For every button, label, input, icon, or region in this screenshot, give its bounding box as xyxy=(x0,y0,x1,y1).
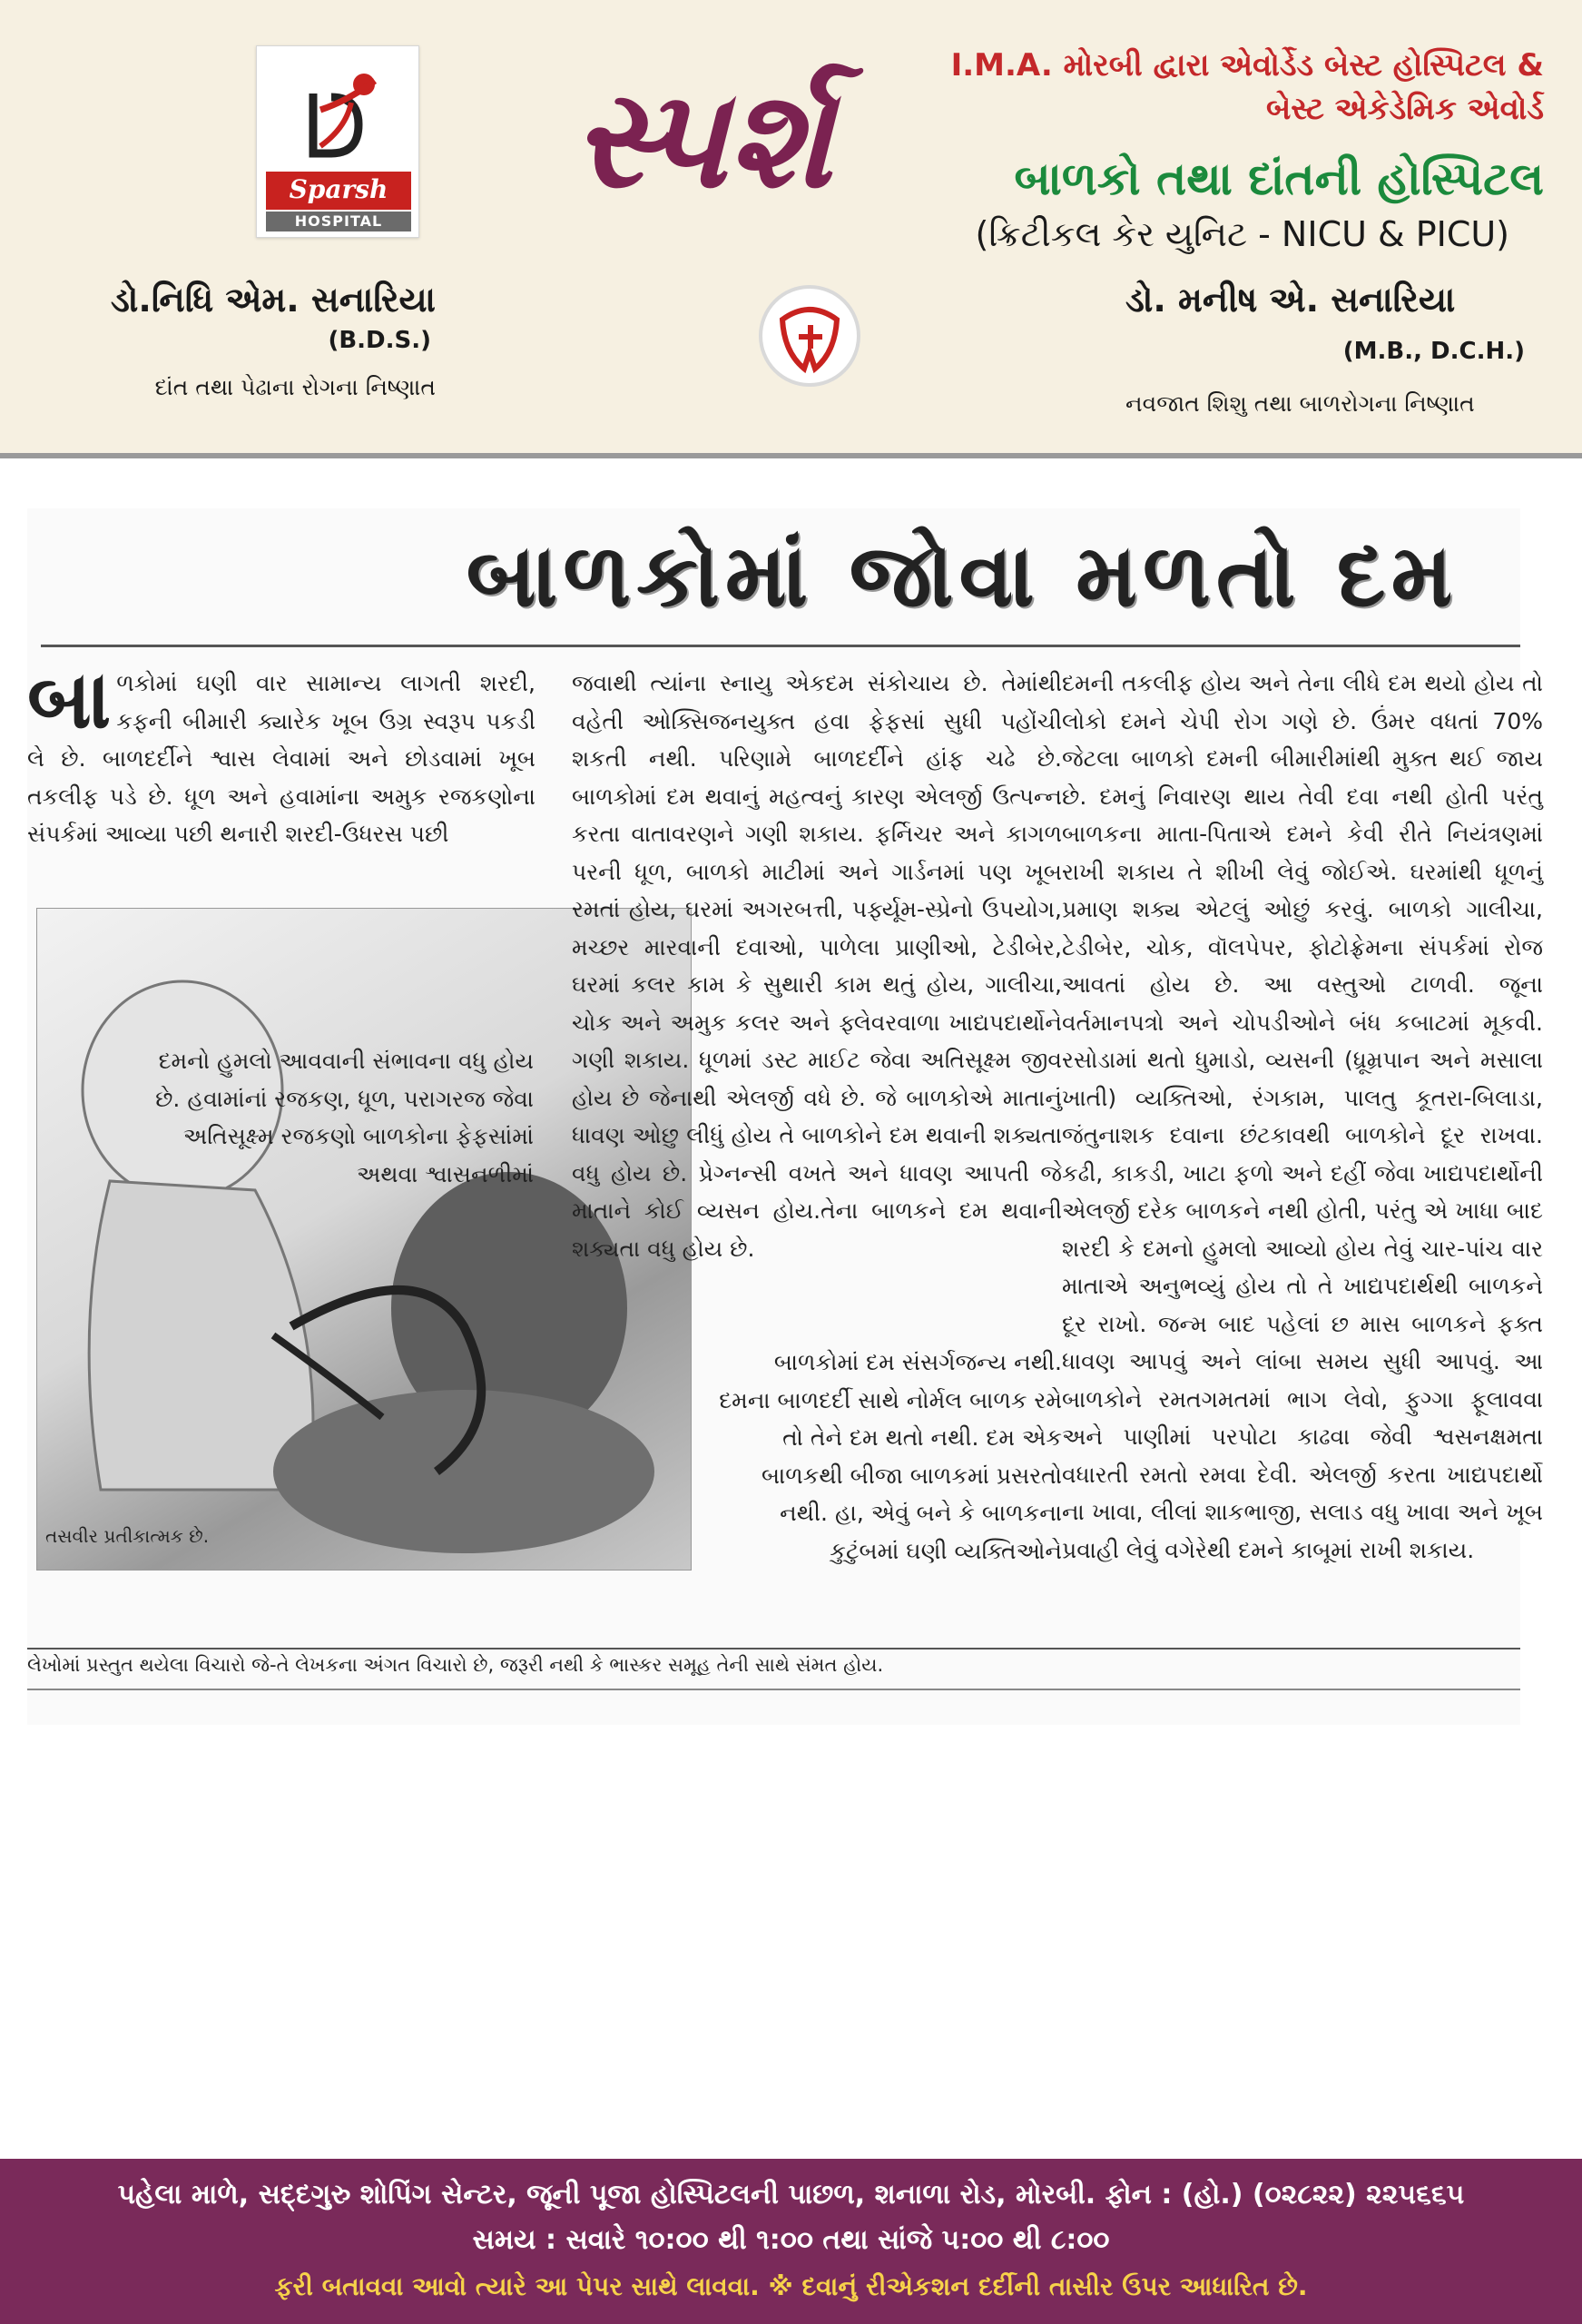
doctor-right-specialty: નવજાત શિશુ તથા બાળરોગના નિષ્ણાત xyxy=(1125,390,1475,417)
footer-address: પહેલા માળે, સદ્દગુરુ શોપિંગ સેન્ટર, જૂની પૂજા હોસ્પિટલની પાછળ, શનાળા રોડ, મોરબી. ફોન : (હો.) (૦૨૮૨૨) ૨૨૫૬૬૫ xyxy=(117,2179,1465,2211)
article-column-3: દમની તકલીફ હોય અને તેના લીધે દમ થયો હોય તો લોકો દમને ચેપી રોગ ગણે છે. ઉંમર વધતાં 70% જેટલા બાળકો દમની બીમારીમાંથી મુક્ત થઈ જાય છે. દમનું નિવારણ થાય તેવી દવા નથી હોતી પરંતુ બાળકના માતા-પિતાએ દમને કેવી રીતે નિયંત્રણમાં રાખી શકાય તે શીખી લેવું જોઈએ. ઘરમાંથી ધૂળનું પ્રમાણ શક્ય એટલું ઓછું કરવું. બાળકો ગાલીચા, ટેડીબેર, ચોક, વૉલપેપર, ફોટોફ્રેમના સંપર્કમાં રોજ આવતાં હોય છે. આ વસ્તુઓ ટાળવી. જૂના વર્તમાનપત્રો અને ચોપડીઓને બંધ કબાટમાં મૂકવી. રસોડામાં થતો ધુમાડો, વ્યસની (ધ્રૂમ્રપાન અને મસાલા ખાતી) વ્યક્તિઓ, રંગકામ, પાલતુ કૂતરા-બિલાડા, જંતુનાશક દવાના છંટકાવથી બાળકોને દૂર રાખવા. કઢી, કાકડી, ખાટા ફળો અને દહીં જેવા ખાદ્યપદાર્થોની એલર્જી દરેક બાળકને નથી હોતી, પરંતુ એ ખાધા બાદ શરદી કે દમનો હુમલો આવ્યો હોય તેવું ચાર-પાંચ વાર માતાએ અનુભવ્યું હોય તો તે ખાદ્યપદાર્થથી બાળકને દૂર રાખો. જન્મ બાદ પહેલાં છ માસ બાળકને ફક્ત ધાવણ આપવું અને લાંબા સમય સુધી આપવું. આ બાળકોને રમતગમતમાં ભાગ લેવો, ફુગ્ગા ફૂલાવવા અને પાણીમાં પરપોટા કાઢવા જેવી શ્વસનક્ષમતા વધારતી રમતો રમવા દેવી. એલર્જી કરતા ખાદ્યપદાર્થો ના ખાવા, લીલાં શાકભાજી, સલાડ વધુ ખાવા અને ખૂબ પ્રવાહી લેવું વગેરેથી દમને કાબૂમાં રાખી શકાય. xyxy=(1062,670,1543,1563)
footer-timing: સમય : સવારે ૧૦:૦૦ થી ૧:૦૦ તથા સાંજે ૫:૦૦ થી ૮:૦૦ xyxy=(472,2224,1110,2256)
logo-sub-text: HOSPITAL xyxy=(266,212,411,231)
article-column-2-continued: બાળકોમાં દમ સંસર્ગજન્ય નથી. દમના બાળદર્દી સાથે નોર્મલ બાળક રમે તો તેને દમ થતો નથી. દમ એક બાળકથી બીજા બાળકમાં પ્રસરતો નથી. હા, એવું બને કે બાળકના કુટુંબમાં ઘણી વ્યક્તિઓને xyxy=(719,1349,1062,1564)
hospital-name: બાળકો તથા દાંતની હોસ્પિટલ xyxy=(1014,153,1544,205)
hospital-subtitle: (ક્રિટીકલ કેર યુનિટ - NICU & PICU) xyxy=(975,214,1509,254)
hospital-footer xyxy=(0,2159,1582,2324)
award-line-1: I.M.A. મોરબી દ્વારા એવોર્ડેડ બેસ્ટ હોસ્પિટલ & xyxy=(950,47,1544,84)
tooth-heart-emblem-icon xyxy=(755,281,864,390)
logo-brand-text: Sparsh xyxy=(266,172,411,210)
sparsh-figure-icon xyxy=(257,46,420,173)
article-dropcap: બા xyxy=(27,653,112,746)
footnote-divider xyxy=(27,1648,1520,1649)
footer-note: ફરી બતાવવા આવો ત્યારે આ પેપર સાથે લાવવા. ※ દવાનું રીએકશન દર્દીની તાસીર ઉપર આધારિત છે. xyxy=(274,2271,1308,2301)
title-divider xyxy=(41,645,1520,647)
hospital-header xyxy=(0,0,1582,458)
article-column-1 xyxy=(27,653,536,853)
doctor-right-name: ડો. મનીષ એ. સનારિયા xyxy=(1125,280,1456,320)
hospital-logo xyxy=(256,45,419,238)
brand-name: સ્પર્શ xyxy=(572,59,833,219)
article-column-1-continued: દમનો હુમલો આવવાની સંભાવના વધુ હોય છે. હવામાંનાં રજકણ, ધૂળ, પરાગરજ જેવા અતિસૂક્ષ્મ રજકણો બાળકોના ફેફસાંમાં અથવા શ્વાસનળીમાં xyxy=(155,1048,534,1187)
article-column-2: જવાથી ત્યાંના સ્નાયુ એકદમ સંકોચાય છે. તેમાંથી વહેતી ઓક્સિજનયુક્ત હવા ફેફસાં સુધી પહોંચી શકતી નથી. પરિણામે બાળદર્દીને હાંફ ચઢે છે. બાળકોમાં દમ થવાનું મહત્વનું કારણ એલર્જી ઉત્પન્ન કરતા વાતાવરણને ગણી શકાય. ફર્નિચર અને કાગળ પરની ધૂળ, બાળકો માટીમાં અને ગાર્ડનમાં પણ ખૂબ રમતાં હોય, ઘરમાં અગરબત્તી, પર્ફ્યૂમ-સ્પ્રેનો ઉપયોગ, મચ્છર મારવાની દવાઓ, પાળેલા પ્રાણીઓ, ટેડીબેર, ઘરમાં કલર કામ કે સુથારી કામ થતું હોય, ગાલીચા, ચોક અને અમુક કલર અને ફ્લેવરવાળા ખાદ્યપદાર્થોને ગણી શકાય. ધૂળમાં ડસ્ટ માઈટ જેવા અતિસૂક્ષ્મ જીવ હોય છે જેનાથી એલર્જી વધે છે. જે બાળકોએ માતાનું ધાવણ ઓછુ લીધું હોય તે બાળકોને દમ થવાની શક્યતા વધુ હોય છે. પ્રેગ્નન્સી વખતે અને ધાવણ આપતી જે માતાને કોઈ વ્યસન હોય.તેના બાળકને દમ થવાની શક્યતા વધુ હોય છે. xyxy=(572,670,1062,1262)
doctor-left-degree: (B.D.S.) xyxy=(328,327,431,354)
doctor-left-name: ડો.નિધિ એમ. સનારિયા xyxy=(111,280,436,320)
article-disclaimer: લેખોમાં પ્રસ્તુત થયેલા વિચારો જે-તે લેખકના અંગત વિચારો છે, જરૂરી નથી કે ભાસ્કર સમૂહ તેની સાથે સંમત હોય. xyxy=(27,1654,884,1676)
newspaper-article xyxy=(27,508,1543,1725)
doctor-left-specialty: દાંત તથા પેઢાના રોગના નિષ્ણાત xyxy=(154,374,436,400)
award-text xyxy=(836,44,1544,131)
doctor-right-degree: (M.B., D.C.H.) xyxy=(1342,338,1525,365)
article-column-1-text: ળકોમાં ઘણી વાર સામાન્ય લાગતી શરદી, કફની બીમારી ક્યારેક ખૂબ ઉગ્ર સ્વરૂપ પકડી લે છે. બાળદર્દીને શ્વાસ લેવામાં અને છોડવામાં ખૂબ તકલીફ પડે છે. ધૂળ અને હવામાંના અમુક રજકણોના સંપર્કમાં આવ્યા પછી થનારી શરદી-ઉધરસ પછી xyxy=(27,670,536,847)
award-line-2: બેસ્ટ એકેડેમિક એવોર્ડ xyxy=(1265,91,1544,127)
article-bottom-divider xyxy=(27,1689,1520,1690)
photo-caption: તસવીર પ્રતીકાત્મક છે. xyxy=(45,1525,210,1547)
article-title: બાળકોમાં જોવા મળતો દમ xyxy=(466,525,1459,626)
